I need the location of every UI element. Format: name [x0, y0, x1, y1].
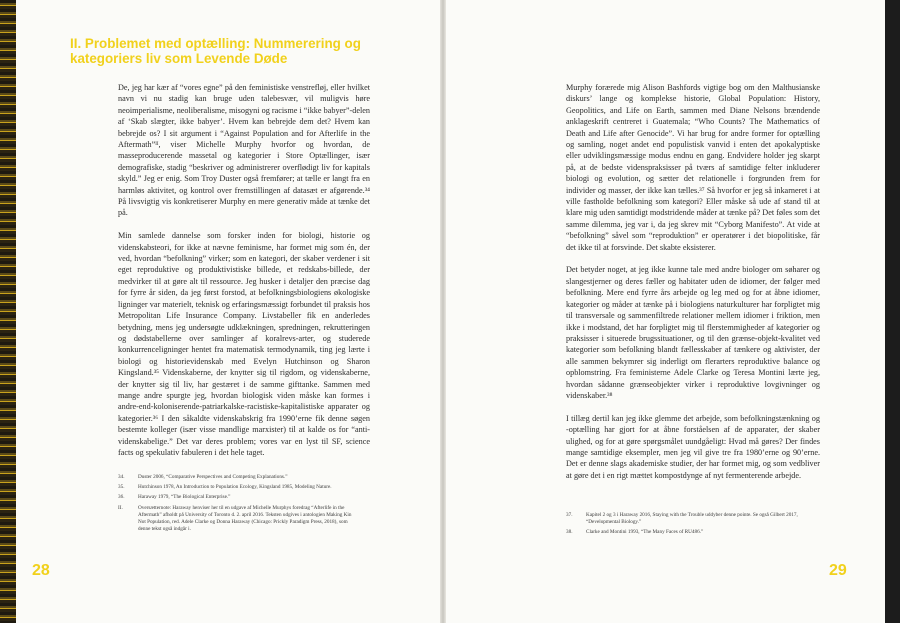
footnote	[566, 529, 806, 536]
footnote-number: II.	[118, 504, 123, 511]
footnote-text: Kapitel 2 og 3 i Haraway 2016, Staying with the Trouble uddyber denne pointe. Se også Gilbert 2017, “Developmental Biology.”	[586, 512, 798, 526]
paragraph: I tillæg dertil kan jeg ikke glemme det arbejde, som befolkningstænkning og -optælling har gjort for at åbne forståelsen af de apparater, der skaber ulighed, og for at gøre spørgsmålet uundgåeligt: Hvad må gøres? Der findes mange samtidige eksempler, men jeg vil give tre fra 1980’erne og 90’erne. Det er denne slags akademiske studier, der har formet mig, og som vedbliver at gøre det i en rigt mættet kompostdynge af nyt fermenterende arbejde.	[566, 413, 820, 480]
footnote	[118, 505, 358, 534]
footnote-text: Hutchinson 1978, An Introduction to Population Ecology, Kingsland 1985, Modeling Nature.	[138, 484, 332, 491]
footnote-text: Clarke and Montini 1993, “The Many Faces of RU486.”	[586, 529, 704, 536]
page-number-right: 29	[829, 562, 847, 579]
footnote-text: Oversætternote: Haraway henviser her til en udgave af Michelle Murphys foredrag “Afterlife in the Aftermath” afholdt på University of Toronto d. 2. april 2016. Teksten udgives i antologien Making Kin Not Population, red. Adele Clarke og Donna Haraway (Chicago: Prickly Paradigm Press, 2018), som denne tekst også indgår i.	[138, 504, 352, 533]
chapter-heading: II. Problemet med optælling: Nummerering og kategoriers liv som Levende Døde	[70, 36, 361, 66]
paragraph: De, jeg har kær af “vores egne” på den feministiske venstrefløj, eller hvilket navn vi nu stadig kan bruge uden talebesvær, vil muligvis høre neoimperialisme, neoliberalisme, misogyni og racisme i “ikke babyer”-delen af ‘Skab slægter, ikke babyer’. Hvem kan bebrejde dem det? Hvem kan bebrejde os? I sit argument i “Against Population and for Afterlife in the Aftermath”ᴵᴵ, viser Michelle Murphy hvorfor og hvordan, de masseproducerende massetal og kategorier i Store Optællinger, især demografiske, stadig “beskriver og administrerer overflødigt liv for kapitals skyld.” Jeg er enig. Som Troy Duster også fremfører; at tælle er langt fra en harmløs aktivitet, og kontrol over fremstillingen af datasæt er afgørende.³⁴ På livsvigtig vis konkretiserer Murphy en mere generativ måde at tænke det på.	[118, 83, 370, 218]
footnote-text: Haraway 1979, “The Biological Enterprise.”	[138, 494, 231, 501]
right-footnotes	[566, 512, 806, 540]
left-body-text	[118, 82, 370, 470]
book-edge-left	[0, 0, 16, 623]
book-edge-right	[885, 0, 900, 623]
paragraph: Murphy forærede mig Alison Bashfords vigtige bog om den Malthusianske diskurs’ lange og komplekse historie, Global Population: History, Geopolitics, and Life on Earth, sammen med Diane Nelsons brændende anklageskrift centreret i Guatemala; “Who Counts? The Mathematics of Death and Life after Genocide”. Vi har brug for andre former for optælling og samling, noget andet end populistisk vanvid i enten det apokalyptiske eller udviklingsmæssige modus endnu en gang. Endvidere holder jeg skarpt på, at de bedste videnspraksisser på tværs af samtidige felter inkluderer biologi og evolution, og sætter det relationelle i forgrunden frem for individer og masser, der ikke kan tælles.³⁷ Så hvorfor er jeg så inkarneret i at ville fastholde befolkning som kategori? Eller måske så ude af stand til at klare mig uden samtidigt modstridende måder at tænke på? Det føles som det samme dilemma, jeg var i, da jeg skrev mit “Cyborg Manifesto”. At vide at “befolkning” såvel som “reproduktion” er operatører i det biopolitiske, får det ikke til at forsvinde. Det skabte eksisterer.	[566, 83, 820, 252]
footnote-number: 34.	[118, 474, 125, 480]
paragraph: Det betyder noget, at jeg ikke kunne tale med andre biologer om søharer og slangestjerner og deres fæller og habitater uden de idiomer, der følger med befolkning. Mere end fyrre års arbejde og leg med og for at åbne idiomer, kategorier og måder at tænke på i biologiens naturkulturer har forpligtet mig til transversale og sammenfiltrede relationer mellem idiomer i friktion, men ikke i modstand, det har forpligtet mig til flerstemmigheder af kategorier og praksisser i situerede brugssituationer, og til den grænse-objekt-kvalitet ved kategorier som befolkning blandt fællesskaber af tænkere og aktivister, der alle sammen bekymrer sig inderligt om flerarters reproduktive balance og opblomstring. Fra feministerne Adele Clarke og Teresa Montini lærte jeg, hvordan sådanne grænseobjekter virker i reproduktive lovgivninger og videnskaber.³⁸	[566, 265, 820, 400]
footnote-number: 37.	[566, 512, 573, 518]
right-body-text	[566, 82, 820, 493]
footnote-number: 38.	[566, 529, 573, 536]
footnote-number: 36.	[118, 494, 125, 501]
footnote	[118, 484, 358, 491]
paragraph: Min samlede dannelse som forsker inden for biologi, historie og videnskabsteori, for ikke at nævne feminisme, har formet mig som én, der ved, hvordan “befolkning” virker; som en kategori, der skaber verdener i sit eget reproduktive og produktivistiske billede, et redskabs-billede, der medvirker til at gøre alt til ressource. Jeg husker i detaljer den præcise dag for fyrre år siden, da jeg først forstod, at befolkningsbiologiens økologiske ligninger var materielt, teknisk og erfaringsmæssigt forbundet til praksis hos Metropolitan Life Insurance Company. Livstabeller fik en anderledes betydning, mens jeg undersøgte udklækningen, spredningen, rekrutteringen og dødstabellerne over samlinger af koralrevs-arter, og studerede konkurrenceligninger hentet fra matematisk termodynamik, ting jeg lærte i biologi og historievidenskab med Evelyn Hutchinson og Sharon Kingsland.³⁵ Videnskaberne, der knytter sig til rigdom, og videnskaberne, der knytter sig til liv, har gestæret i de samme gifttanke. Sammen med mange andre spurgte jeg, hvordan biologisk viden måske kan formes i andre-end-koloniserende-patriarkalske-racistiske-kapitalistiske apparater og kategorier.³⁶ I den såkaldte videnskabskrig fra 1990’erne fik denne søgen bestemte kolleger (især visse mandlige marxister) til at kalde os for “anti-videnskabelige.” Det var deres problem; vores var en lyst til SF, science facts og spekulativ fabuleren i det hele taget.	[118, 231, 370, 457]
footnote-number: 35.	[118, 484, 125, 491]
left-footnotes	[118, 474, 358, 536]
footnote	[118, 474, 358, 481]
page-number-left: 28	[32, 562, 50, 579]
footnote-text: Duster 2006, “Comparative Perspectives and Competing Explanations.”	[138, 474, 288, 480]
footnote	[566, 512, 806, 526]
footnote	[118, 494, 358, 501]
